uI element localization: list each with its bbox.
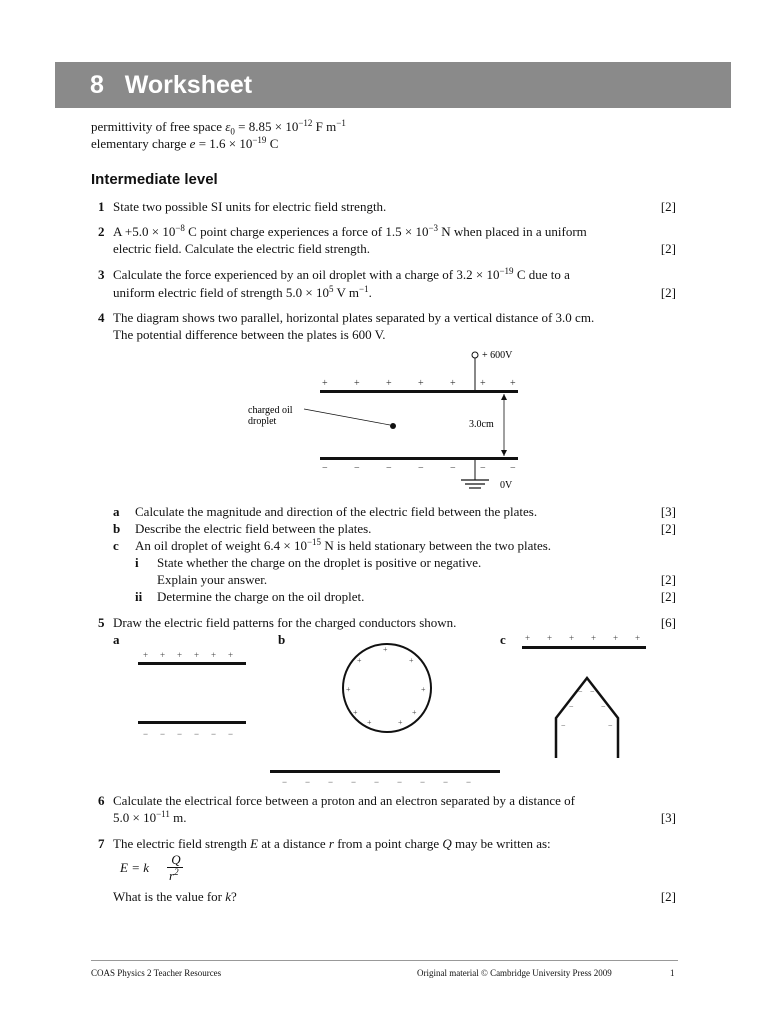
marks: [2] bbox=[660, 521, 676, 536]
svg-text:−: − bbox=[322, 463, 328, 474]
svg-text:+: + bbox=[450, 378, 456, 389]
svg-text:−: − bbox=[211, 729, 217, 739]
conductor-b-plate bbox=[270, 770, 500, 773]
svg-text:−: − bbox=[561, 721, 566, 730]
svg-text:−: − bbox=[590, 687, 595, 696]
svg-text:+: + bbox=[346, 685, 351, 694]
svg-text:+: + bbox=[194, 650, 200, 660]
question-number: 2 bbox=[98, 224, 105, 239]
constant-permittivity: permittivity of free space $\varepsilon_0 = 8.85 \times 10^{-12}$ F $m^{-1}$ bbox=[91, 118, 346, 137]
formula-lhs: E = k bbox=[120, 860, 149, 875]
svg-text:+: + bbox=[613, 633, 619, 643]
question-text: Calculate the force experienced by an oil droplet with a charge of $3.2 \times 10^{-19}$ C due to a bbox=[113, 266, 570, 282]
marks: [2] bbox=[660, 285, 676, 300]
svg-text:+: + bbox=[480, 378, 486, 389]
svg-text:−: − bbox=[397, 777, 403, 787]
part-label: b bbox=[113, 521, 121, 536]
formula-denominator: $r^2$ bbox=[169, 867, 179, 883]
conductor-a-plus bbox=[143, 650, 233, 660]
svg-text:−: − bbox=[569, 702, 574, 711]
part-text: Describe the electric field between the plates. bbox=[135, 521, 372, 536]
svg-text:−: − bbox=[351, 777, 357, 787]
svg-text:−: − bbox=[578, 687, 583, 696]
question-text: $A +5.0 \times 10^{-8}$ C point charge experiences a force of $1.5 \times 10^{-3}$ N when placed in a uniform bbox=[113, 223, 587, 239]
conductor-a-top-plate bbox=[138, 662, 246, 665]
part-label: a bbox=[113, 504, 120, 519]
svg-text:−: − bbox=[354, 463, 360, 474]
top-voltage-label: + 600V bbox=[482, 350, 513, 361]
question-text: What is the value for k? bbox=[113, 889, 237, 904]
formula-numerator: Q bbox=[171, 852, 181, 867]
parallel-plates-diagram bbox=[240, 345, 540, 495]
svg-text:−: − bbox=[480, 463, 486, 474]
minus-charges bbox=[322, 463, 516, 474]
part-label: a bbox=[113, 632, 120, 647]
question-number: 5 bbox=[98, 615, 105, 630]
droplet-label: charged oil bbox=[248, 405, 293, 416]
svg-text:+: + bbox=[569, 633, 575, 643]
marks: [2] bbox=[660, 572, 676, 587]
page-title: 8 Worksheet bbox=[90, 71, 253, 99]
question-number: 3 bbox=[98, 267, 105, 282]
svg-text:+: + bbox=[591, 633, 597, 643]
svg-text:−: − bbox=[305, 777, 311, 787]
marks: [3] bbox=[660, 504, 676, 519]
droplet-pointer bbox=[304, 409, 390, 425]
conductor-b-plus bbox=[346, 645, 426, 727]
section-heading: Intermediate level bbox=[91, 171, 218, 188]
svg-text:−: − bbox=[374, 777, 380, 787]
part-text: Calculate the magnitude and direction of the electric field between the plates. bbox=[135, 504, 538, 519]
question-number: 1 bbox=[98, 199, 105, 214]
svg-text:+: + bbox=[357, 656, 362, 665]
svg-text:−: − bbox=[194, 729, 200, 739]
question-number: 4 bbox=[98, 310, 105, 325]
conductor-a-minus bbox=[143, 729, 233, 739]
svg-text:+: + bbox=[211, 650, 217, 660]
oil-droplet bbox=[390, 423, 396, 429]
svg-text:+: + bbox=[354, 378, 360, 389]
svg-text:+: + bbox=[228, 650, 234, 660]
subpart-text: Explain your answer. bbox=[157, 572, 268, 587]
conductor-b-minus bbox=[282, 777, 471, 787]
conductor-c-pointed bbox=[556, 678, 618, 758]
svg-text:+: + bbox=[383, 645, 388, 654]
conductor-c-minus bbox=[561, 687, 613, 730]
svg-text:−: − bbox=[608, 721, 613, 730]
svg-text:+: + bbox=[635, 633, 641, 643]
bottom-voltage-label: 0V bbox=[500, 480, 513, 491]
svg-text:+: + bbox=[412, 708, 417, 717]
question-text: State two possible SI units for electric field strength. bbox=[113, 199, 387, 214]
footer-left: COAS Physics 2 Teacher Resources bbox=[91, 968, 222, 978]
svg-text:−: − bbox=[143, 729, 149, 739]
marks: [2] bbox=[660, 889, 676, 904]
part-text: An oil droplet of weight $6.4 \times 10^{-15}$ N is held stationary between the two plates. bbox=[135, 537, 552, 553]
page-number: 1 bbox=[670, 968, 675, 978]
svg-text:−: − bbox=[510, 463, 516, 474]
subpart-label: ii bbox=[135, 589, 143, 604]
svg-text:+: + bbox=[510, 378, 516, 389]
marks: [6] bbox=[660, 615, 676, 630]
part-label: b bbox=[278, 632, 286, 647]
svg-text:+: + bbox=[353, 708, 358, 717]
terminal-icon bbox=[472, 352, 478, 358]
conductors-diagram bbox=[110, 630, 670, 790]
svg-text:+: + bbox=[322, 378, 328, 389]
svg-text:+: + bbox=[160, 650, 166, 660]
conductor-a-bottom-plate bbox=[138, 721, 246, 724]
question-text: uniform electric field of strength $5.0 \times 10^5$ V $m^{-1}$. bbox=[113, 284, 372, 300]
svg-text:−: − bbox=[328, 777, 334, 787]
question-text: The diagram shows two parallel, horizontal plates separated by a vertical distance of 3.0 cm. bbox=[113, 310, 595, 325]
question-text: Calculate the electrical force between a proton and an electron separated by a distance of bbox=[113, 793, 575, 808]
svg-text:−: − bbox=[282, 777, 288, 787]
svg-text:−: − bbox=[418, 463, 424, 474]
part-label: c bbox=[500, 632, 506, 647]
marks: [3] bbox=[660, 810, 676, 825]
question-text: electric field. Calculate the electric field strength. bbox=[113, 241, 370, 256]
svg-text:+: + bbox=[143, 650, 149, 660]
svg-text:+: + bbox=[421, 685, 426, 694]
svg-text:−: − bbox=[450, 463, 456, 474]
ground-icon bbox=[461, 480, 489, 488]
svg-text:−: − bbox=[466, 777, 472, 787]
svg-text:−: − bbox=[601, 702, 606, 711]
conductor-c-plate bbox=[522, 646, 646, 649]
svg-text:−: − bbox=[443, 777, 449, 787]
svg-text:+: + bbox=[398, 718, 403, 727]
svg-text:+: + bbox=[409, 656, 414, 665]
subpart-label: i bbox=[135, 555, 139, 570]
question-text: Draw the electric field patterns for the charged conductors shown. bbox=[113, 615, 457, 630]
question-text: $5.0 \times 10^{-11}$ m. bbox=[113, 809, 187, 825]
svg-text:−: − bbox=[386, 463, 392, 474]
footer-rule bbox=[91, 960, 678, 961]
part-label: c bbox=[113, 538, 119, 553]
marks: [2] bbox=[660, 241, 676, 256]
bottom-plate bbox=[320, 457, 518, 460]
question-number: 7 bbox=[98, 836, 105, 851]
svg-text:+: + bbox=[367, 718, 372, 727]
svg-text:+: + bbox=[177, 650, 183, 660]
svg-text:−: − bbox=[420, 777, 426, 787]
question-number: 6 bbox=[98, 793, 105, 808]
constant-elementary-charge: elementary charge $e = 1.6 \times 10^{-19}$ C bbox=[91, 135, 279, 151]
svg-text:+: + bbox=[386, 378, 392, 389]
question-text: The potential difference between the plates is 600 V. bbox=[113, 327, 386, 342]
svg-text:−: − bbox=[177, 729, 183, 739]
footer-copyright: Original material © Cambridge University Press 2009 bbox=[417, 968, 612, 978]
subpart-text: State whether the charge on the droplet is positive or negative. bbox=[157, 555, 482, 570]
svg-text:+: + bbox=[547, 633, 553, 643]
question-text: The electric field strength E at a distance r from a point charge Q may be written as: bbox=[113, 836, 551, 851]
separation-label: 3.0cm bbox=[469, 419, 494, 430]
top-plate bbox=[320, 390, 518, 393]
marks: [2] bbox=[660, 589, 676, 604]
subpart-text: Determine the charge on the oil droplet. bbox=[157, 589, 365, 604]
conductor-c-plus bbox=[525, 633, 640, 643]
svg-text:−: − bbox=[160, 729, 166, 739]
plus-charges bbox=[322, 378, 516, 389]
marks: [2] bbox=[660, 199, 676, 214]
svg-text:+: + bbox=[418, 378, 424, 389]
droplet-label: droplet bbox=[248, 416, 277, 427]
svg-text:+: + bbox=[525, 633, 531, 643]
svg-text:−: − bbox=[228, 729, 234, 739]
